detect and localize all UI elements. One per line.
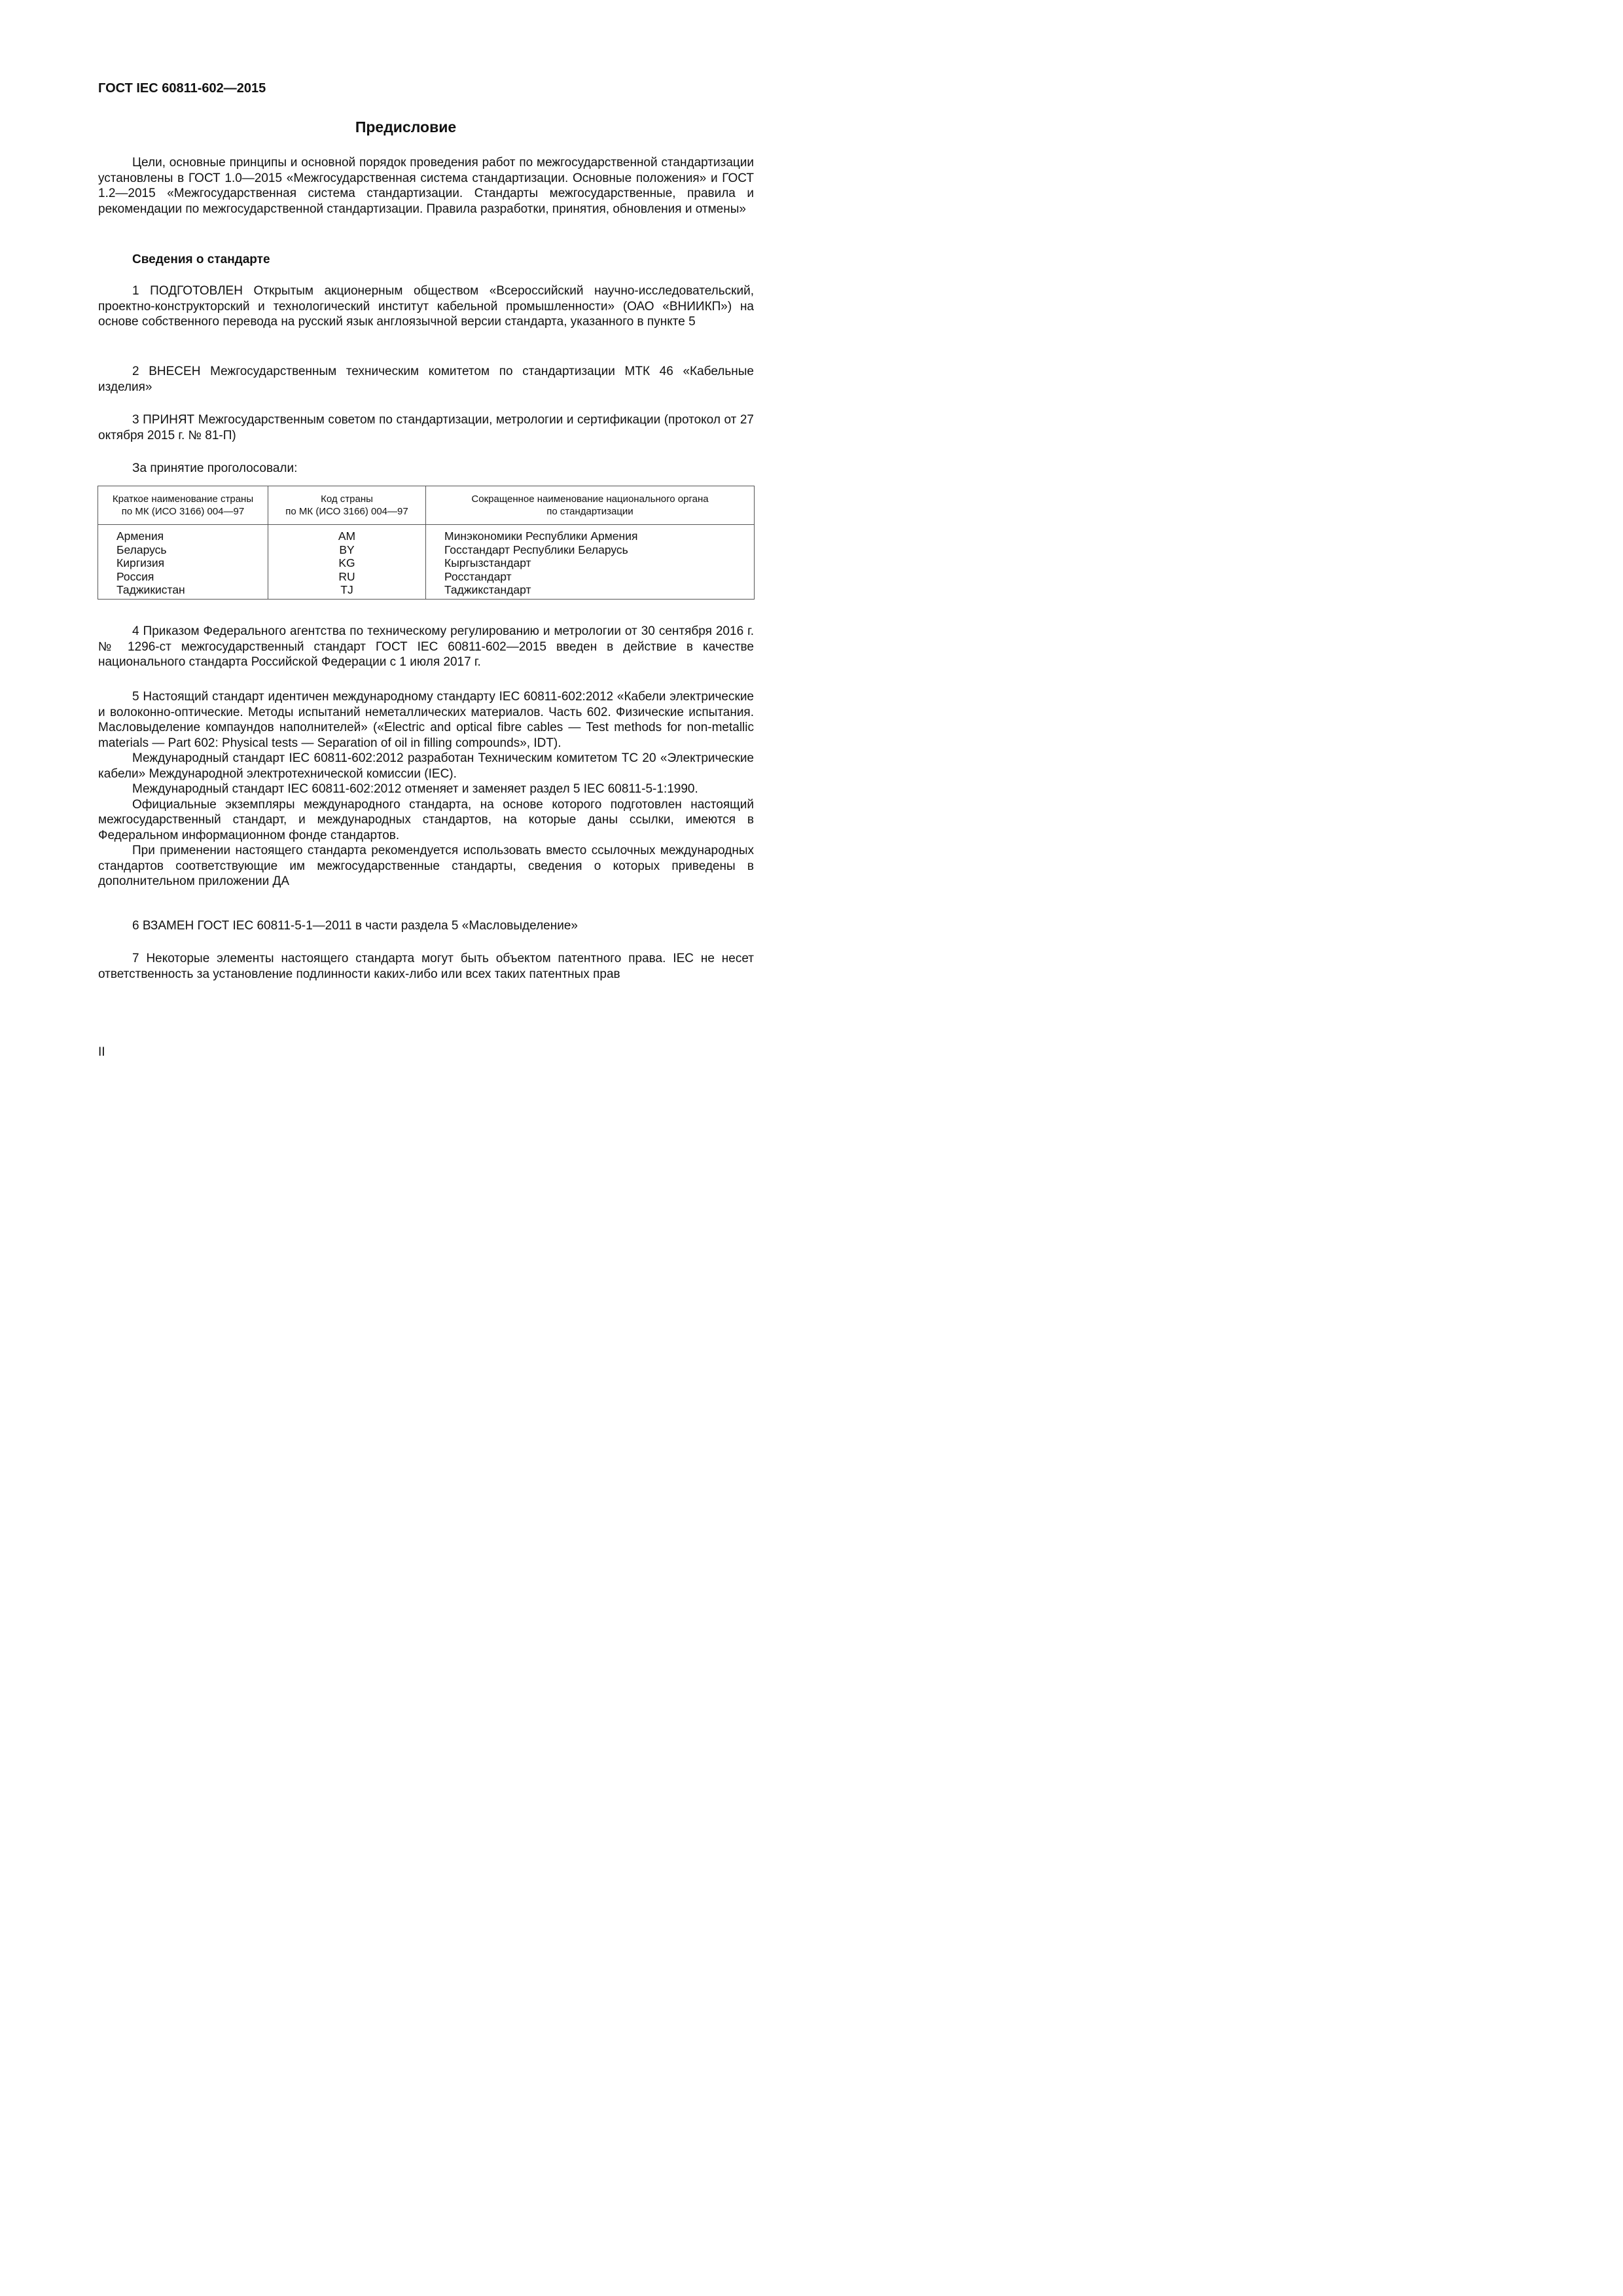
- item-5-application-text: При применении настоящего стандарта рекомендуется использовать вместо ссылочных международных стандартов соответствующие им межгосударственные стандарты, сведения о которых приведены в дополнительном приложении ДА: [98, 844, 754, 888]
- intro-text: Цели, основные принципы и основной порядок проведения работ по межгосударственной стандартизации установлены в ГОСТ 1.0—2015 «Межгосударственная система стандартизации. Основные положения» и ГОСТ 1.2—2015 «Межгосударственная система стандартизации. Стандарты межгосударственные, правила и рекомендации по межгосударственной стандартизации. Правила разработки, принятия, обновления и отмены»: [98, 156, 754, 216]
- standard-code: ГОСТ IEC 60811-602—2015: [98, 81, 266, 96]
- item-5-copies-text: Официальные экземпляры международного стандарта, на основе которого подготовлен настоящий межгосударственный стандарт, и международных стандартов, на которые даны ссылки, имеются в Федеральном информационном фонде стандартов.: [98, 797, 754, 842]
- table-row: [98, 556, 755, 570]
- item-2: [98, 364, 754, 395]
- item-6: [98, 918, 754, 934]
- table-header-row: [98, 486, 755, 525]
- country-code: RU: [268, 570, 426, 584]
- item-1: [98, 283, 754, 330]
- document-page: [0, 0, 812, 1148]
- country-name: Таджикистан: [98, 583, 268, 599]
- header-country-name: Краткое наименование страны по МК (ИСО 3166) 004—97: [98, 486, 268, 525]
- item-6-text: 6 ВЗАМЕН ГОСТ IEC 60811-5-1—2011 в части раздела 5 «Масловыделение»: [132, 919, 578, 933]
- item-4: [98, 624, 754, 670]
- item-5: [98, 689, 754, 889]
- country-code: AM: [268, 525, 426, 543]
- intro-paragraph: [98, 155, 754, 217]
- item-3-text: 3 ПРИНЯТ Межгосударственным советом по стандартизации, метрологии и сертификации (протокол от 27 октября 2015 г. № 81-П): [98, 413, 754, 442]
- national-body: Госстандарт Республики Беларусь: [426, 543, 755, 557]
- header-country-code: Код страны по МК (ИСО 3166) 004—97: [268, 486, 426, 525]
- national-body: Росстандарт: [426, 570, 755, 584]
- item-5-replaces-text: Международный стандарт IEC 60811-602:2012 отменяет и заменяет раздел 5 IEC 60811-5-1:1990.: [132, 782, 698, 796]
- country-code: KG: [268, 556, 426, 570]
- header-national-body: Сокращенное наименование национального органа по стандартизации: [426, 486, 755, 525]
- table-row: [98, 570, 755, 584]
- item-5-developer-text: Международный стандарт IEC 60811-602:2012 разработан Техническим комитетом ТС 20 «Электрические кабели» Международной электротехнической комиссии (IEC).: [98, 751, 754, 781]
- member-countries-table: [98, 486, 755, 600]
- country-code: BY: [268, 543, 426, 557]
- table-row: [98, 543, 755, 557]
- section-subheading: Сведения о стандарте: [132, 253, 270, 266]
- item-4-text: 4 Приказом Федерального агентства по техническому регулированию и метрологии от 30 сентября 2016 г. № 1296-ст межгосударственный стандарт ГОСТ IEC 60811-602—2015 введен в действие в качестве национального стандарта Российской Федерации с 1 июля 2017 г.: [98, 624, 754, 669]
- table-row: [98, 525, 755, 543]
- country-code: TJ: [268, 583, 426, 599]
- national-body: Минэкономики Республики Армения: [426, 525, 755, 543]
- item-2-text: 2 ВНЕСЕН Межгосударственным техническим комитетом по стандартизации МТК 46 «Кабельные изделия»: [98, 365, 754, 394]
- country-name: Беларусь: [98, 543, 268, 557]
- national-body: Таджикстандарт: [426, 583, 755, 599]
- vote-label: За принятие проголосовали:: [132, 461, 298, 475]
- country-name: Россия: [98, 570, 268, 584]
- country-name: Армения: [98, 525, 268, 543]
- page-title: Предисловие: [355, 118, 457, 135]
- national-body: Кыргызстандарт: [426, 556, 755, 570]
- item-5-text: 5 Настоящий стандарт идентичен международному стандарту IEC 60811-602:2012 «Кабели электрические и волоконно-оптические. Методы испытаний неметаллических материалов. Часть 602. Физические испытания. Масловыделение компаундов наполнителей» («Electric and optical fibre cables — Test methods for non-metallic materials — Part 602: Physical tests — Separation of oil in filling compounds», IDT).: [98, 690, 754, 750]
- item-3: [98, 412, 754, 443]
- item-7: [98, 951, 754, 982]
- item-1-text: 1 ПОДГОТОВЛЕН Открытым акционерным обществом «Всероссийский научно-исследовательский, проектно-конструкторский и технологический институт кабельной промышленности» (ОАО «ВНИИКП») на основе собственного перевода на русский язык англоязычной версии стандарта, указанного в пункте 5: [98, 284, 754, 329]
- item-7-text: 7 Некоторые элементы настоящего стандарта могут быть объектом патентного права. IEC не несет ответственность за установление подлинности каких-либо или всех таких патентных прав: [98, 952, 754, 981]
- page-number: II: [98, 1045, 105, 1059]
- country-name: Киргизия: [98, 556, 268, 570]
- table-row: [98, 583, 755, 599]
